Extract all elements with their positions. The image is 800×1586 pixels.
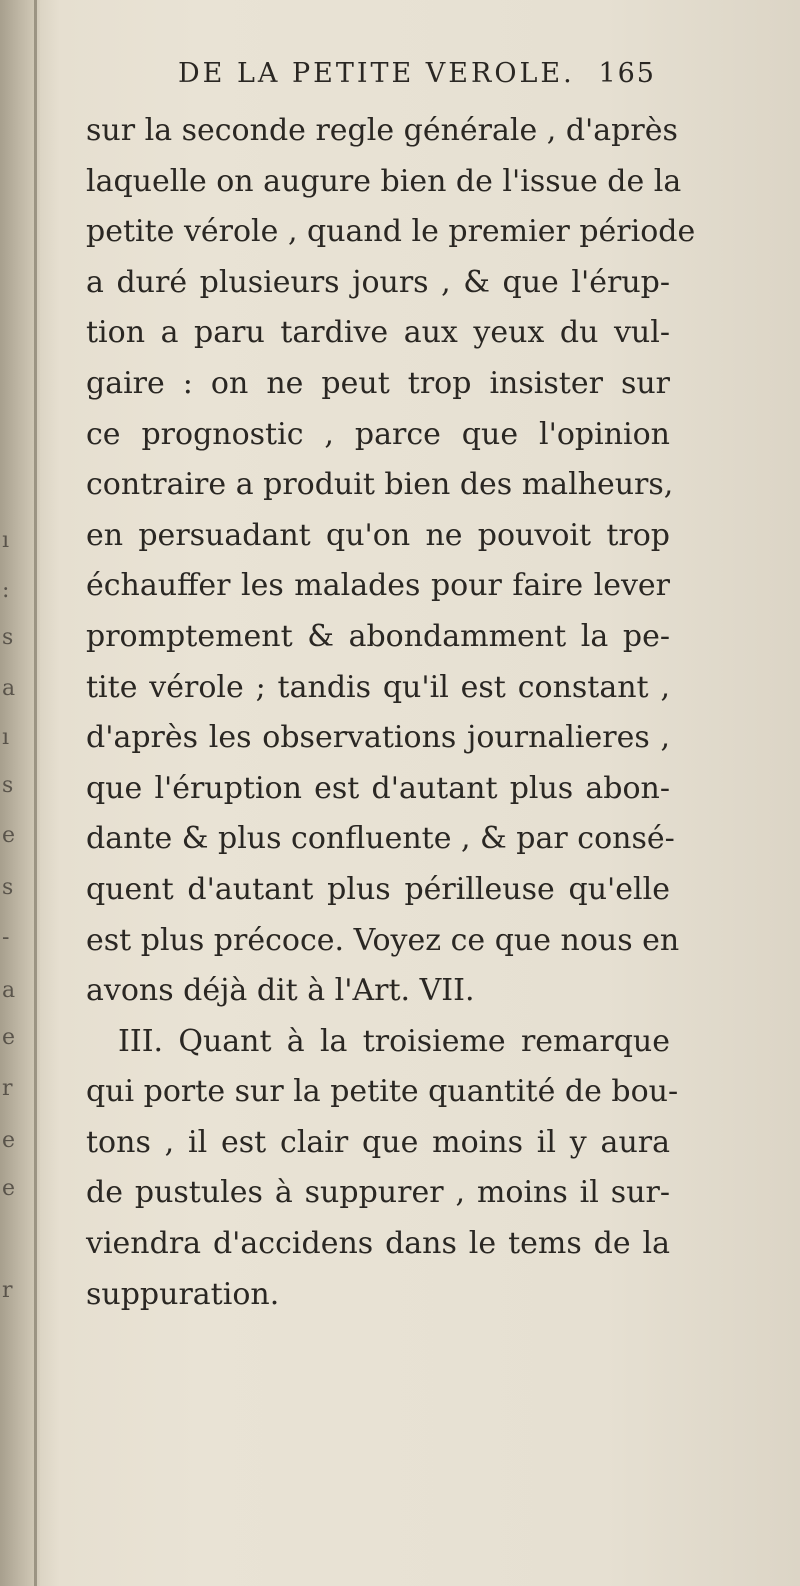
facing-page-fragment: s — [2, 773, 14, 798]
text-line: échauffer les malades pour faire lever — [86, 568, 670, 604]
facing-page-fragment: : — [2, 578, 10, 603]
facing-page-fragment: r — [2, 1278, 13, 1303]
text-line: promptement & abondamment la pe- — [86, 618, 670, 654]
text-line: est plus précoce. Voyez ce que nous en — [86, 922, 680, 958]
facing-page-fragment: a — [2, 978, 16, 1003]
text-line: a duré plusieurs jours , & que l'érup- — [86, 264, 670, 300]
text-line: que l'éruption est d'autant plus abon- — [86, 770, 670, 806]
text-line: contraire a produit bien des malheurs, — [86, 467, 674, 503]
facing-page-fragment: ı — [2, 528, 10, 553]
facing-page-fragment: e — [2, 823, 16, 848]
text-line: petite vérole , quand le premier période — [86, 214, 696, 250]
text-line: laquelle on augure bien de l'issue de la — [86, 163, 682, 199]
text-line: dante & plus confluente , & par consé- — [86, 821, 675, 857]
facing-page-fragment: s — [2, 875, 14, 900]
text-line: suppuration. — [86, 1276, 280, 1312]
text-line: avons déjà dit à l'Art. VII. — [86, 973, 475, 1009]
text-line: viendra d'accidens dans le tems de la — [86, 1226, 670, 1262]
facing-page-fragment: s — [2, 625, 14, 650]
text-line: gaire : on ne peut trop insister sur — [86, 365, 670, 401]
paragraph-start-line: III. Quant à la troisieme remarque — [118, 1023, 670, 1059]
facing-page-fragment: e — [2, 1128, 16, 1153]
text-line: sur la seconde regle générale , d'après — [86, 113, 678, 148]
facing-page-fragment: r — [2, 1076, 13, 1101]
facing-page-fragment: ı — [2, 725, 10, 750]
text-line: quent d'autant plus périlleuse qu'elle — [86, 871, 670, 907]
facing-page-fragment: e — [2, 1176, 16, 1201]
text-line: en persuadant qu'on ne pouvoit trop — [86, 517, 670, 553]
text-line: tite vérole ; tandis qu'il est constant , — [86, 669, 670, 705]
running-title: DE LA PETITE VEROLE. — [178, 58, 575, 89]
page-number: 165 — [598, 58, 656, 89]
text-line: tion a paru tardive aux yeux du vul- — [86, 315, 670, 351]
facing-page-fragment: e — [2, 1025, 16, 1050]
text-line: ce prognostic , parce que l'opinion — [86, 416, 670, 452]
facing-page-fragment: - — [2, 925, 10, 950]
binding-edge-line — [34, 0, 37, 1586]
text-line: d'après les observations journalieres , — [86, 720, 670, 756]
facing-page-fragment: a — [2, 676, 16, 701]
text-line: tons , il est clair que moins il y aura — [86, 1124, 670, 1160]
text-line: qui porte sur la petite quantité de bou- — [86, 1074, 679, 1110]
body-text — [86, 106, 696, 1320]
text-line: de pustules à suppurer , moins il sur- — [86, 1175, 670, 1211]
running-header — [178, 58, 668, 98]
